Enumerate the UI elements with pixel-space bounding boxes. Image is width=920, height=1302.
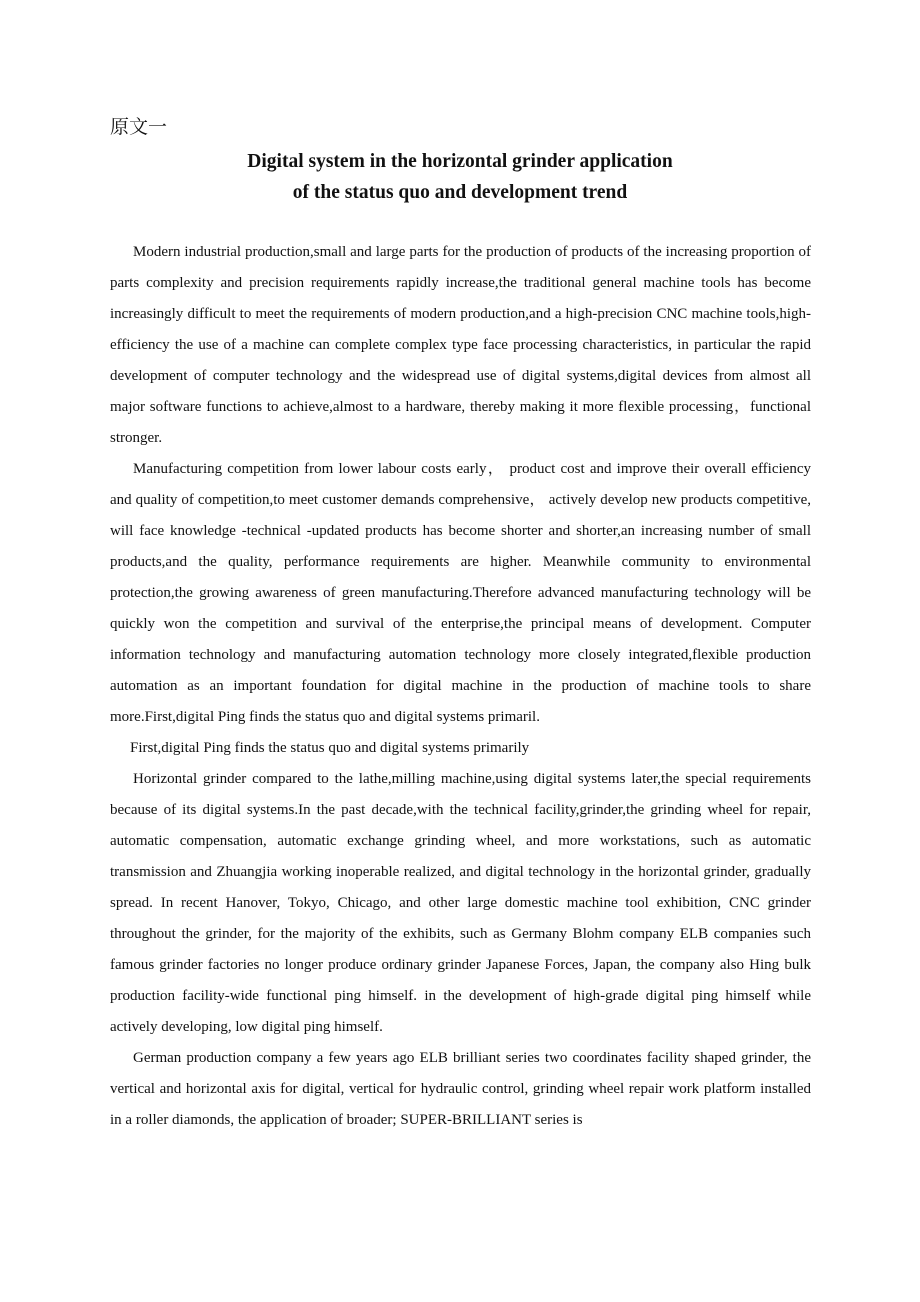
section-label: 原文一 — [110, 116, 168, 138]
title-line-1: Digital system in the horizontal grinder application — [247, 151, 673, 172]
document-title — [110, 146, 810, 208]
paragraph-1: Modern industrial production,small and large parts for the production of products of the increasing proportion of parts complexity and precision requirements rapidly increase,the traditional general machine tools has become increasingly difficult to meet the requirements of modern production,and a high-precision CNC machine tools,high-efficiency the use of a machine can complete complex type face processing characteristics, in particular the rapid development of computer technology and the widespread use of digital systems,digital devices from almost all major software functions to achieve,almost to a hardware, thereby making it more flexible processing，functional stronger. — [110, 244, 811, 446]
title-line-2: of the status quo and development trend — [292, 182, 628, 203]
document-body — [110, 237, 811, 1136]
paragraph-4: German production company a few years ago ELB brilliant series two coordinates facility shaped grinder, the vertical and horizontal axis for digital, vertical for hydraulic control, grinding wheel repair work platform installed in a roller diamonds, the application of broader; SUPER-BRILLIANT series is — [110, 1050, 811, 1128]
paragraph-3: Horizontal grinder compared to the lathe,milling machine,using digital systems later,the special requirements because of its digital systems.In the past decade,with the technical facility,grinder,the grinding wheel for repair, automatic compensation, automatic exchange grinding wheel, and more workstations, such as automatic transmission and Zhuangjia working inoperable realized, and digital technology in the horizontal grinder, gradually spread. In recent Hanover, Tokyo, Chicago, and other large domestic machine tool exhibition, CNC grinder throughout the grinder, for the majority of the exhibits, such as Germany Blohm company ELB companies such famous grinder factories no longer produce ordinary grinder Japanese Forces, Japan, the company also Hing bulk production facility-wide functional ping himself. in the development of high-grade digital ping himself while actively developing, low digital ping himself. — [110, 771, 811, 1035]
paragraph-2: Manufacturing competition from lower labour costs early， product cost and improve their overall efficiency and quality of competition,to meet customer demands comprehensive， actively develop new products competitive, will face knowledge -technical -updated products has become shorter and shorter,an increasing number of small products,and the quality, performance requirements are higher. Meanwhile community to environmental protection,the growing awareness of green manufacturing.Therefore advanced manufacturing technology will be quickly won the competition and survival of the enterprise,the principal means of development. Computer information technology and manufacturing automation technology more closely integrated,flexible production automation as an important foundation for digital machine in the production of machine tools to share more.First,digital Ping finds the status quo and digital systems primaril. — [110, 461, 811, 725]
section-heading: First,digital Ping finds the status quo and digital systems primarily — [130, 740, 530, 756]
